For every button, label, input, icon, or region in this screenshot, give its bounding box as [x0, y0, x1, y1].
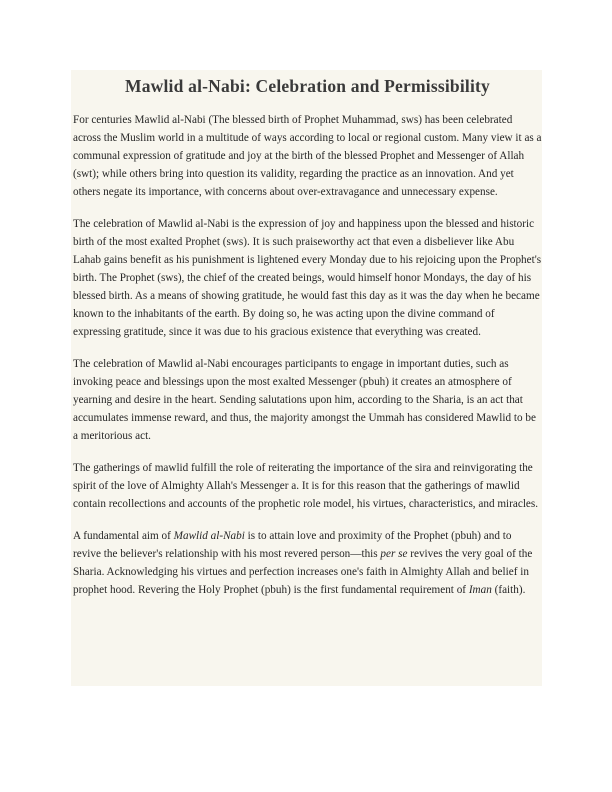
paragraph-5-text-a: A fundamental aim of	[73, 530, 174, 542]
paragraph-5	[73, 527, 542, 599]
paragraph-2: The celebration of Mawlid al-Nabi is the expression of joy and happiness upon the blessed and historic birth of the most exalted Prophet (sws). It is such praiseworthy act that even a disbeliever like Abu Lahab gains benefit as his punishment is lightened every Monday due to his rejoicing upon the Prophet's birth. The Prophet (sws), the chief of the created beings, would himself honor Mondays, the day of his blessed birth. As a means of showing gratitude, he would fast this day as it was the day when he became known to the inhabitants of the earth. By doing so, he was acting upon the divine command of expressing gratitude, since it was due to his gracious existence that everything was created.	[73, 218, 542, 338]
paragraph-5-text-c: revives the very goal of the Sharia. Acknowledging his virtues and perfection increases one's faith in Almighty Allah and belief in prophet hood. Revering the Holy Prophet (pbuh) is the first fundamental requirement of	[73, 548, 533, 596]
paragraph-5-text-d: (faith).	[491, 584, 526, 596]
paragraph-5-italic-c: Iman	[468, 584, 492, 596]
paragraph-3: The celebration of Mawlid al-Nabi encourages participants to engage in important duties, such as invoking peace and blessings upon the most exalted Messenger (pbuh) it creates an atmosphere of yearning and desire in the heart. Sending salutations upon him, according to the Sharia, is an act that accumulates immense reward, and thus, the majority amongst the Ummah has considered Mawlid to be a meritorious act.	[73, 358, 536, 442]
paragraph-1: For centuries Mawlid al-Nabi (The blessed birth of Prophet Muhammad, sws) has been celebrated across the Muslim world in a multitude of ways according to local or regional custom. Many view it as a communal expression of gratitude and joy at the birth of the blessed Prophet and Messenger of Allah (swt); while others bring into question its validity, regarding the practice as an innovation. And yet others negate its importance, with concerns about over-extravagance and unnecessary expense.	[73, 114, 542, 198]
paragraph-5-text-b: is to attain love and proximity of the Prophet (pbuh) and to revive the believer's relationship with his most revered person—this	[73, 530, 512, 560]
paragraph-5-italic-a: Mawlid al-Nabi	[173, 530, 245, 542]
paragraph-4: The gatherings of mawlid fulfill the role of reiterating the importance of the sira and reinvigorating the spirit of the love of Almighty Allah's Messenger a. It is for this reason that the gatherings of mawlid contain recollections and accounts of the prophetic role model, his virtues, characteristics, and miracles.	[73, 462, 539, 510]
paragraph-5-italic-b: per se	[380, 548, 408, 560]
article-body	[71, 70, 542, 686]
article-title: Mawlid al-Nabi: Celebration and Permissibility	[124, 76, 491, 96]
